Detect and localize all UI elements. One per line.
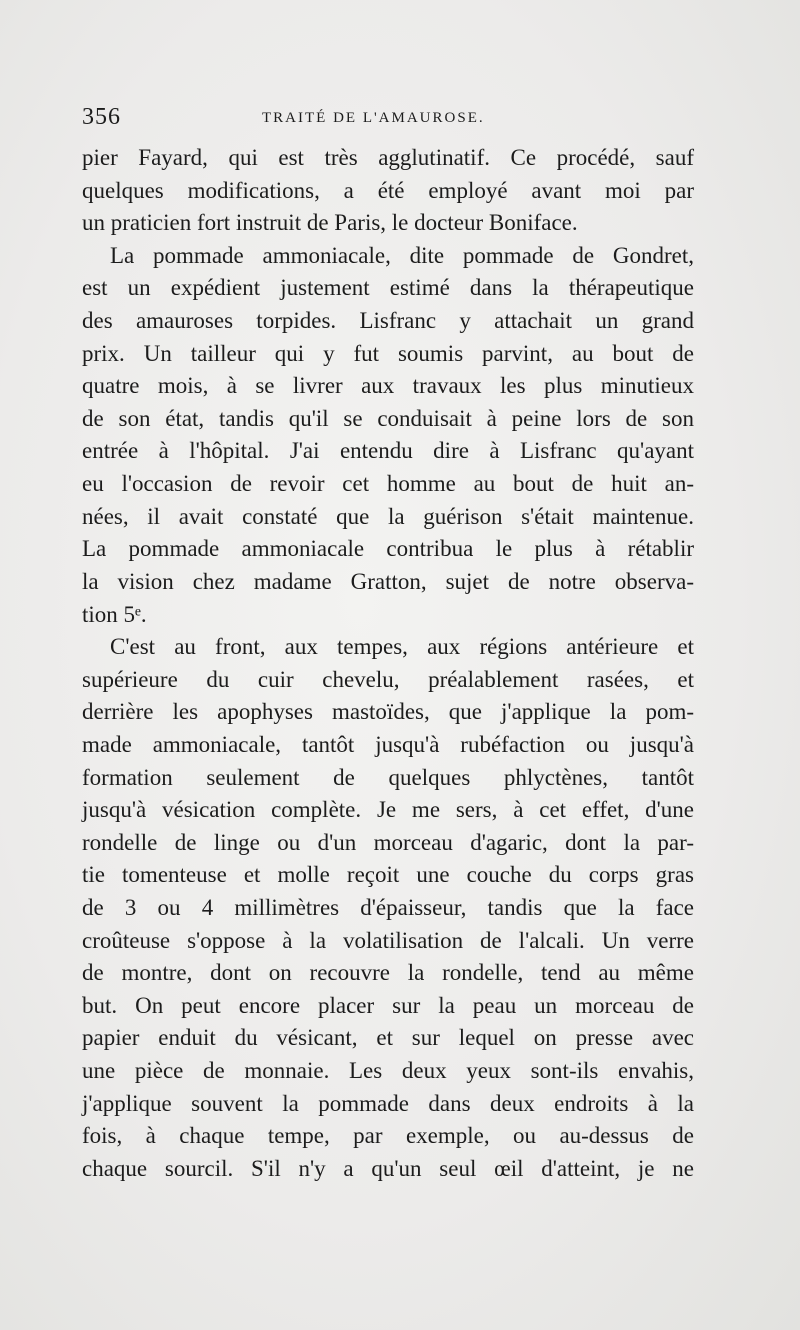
text-line: chaque sourcil. S'il n'y a qu'un seul œil d'atteint, je ne (82, 1155, 694, 1181)
text-line: derrière les apophyses mastoïdes, que j'applique la pom- (82, 699, 694, 725)
text-line: entrée à l'hôpital. J'ai entendu dire à Lisfranc qu'ayant (82, 438, 694, 464)
text-line: un praticien fort instruit de Paris, le docteur Boniface. (82, 210, 578, 236)
text-line: jusqu'à vésication complète. Je me sers, à cet effet, d'une (82, 797, 694, 823)
text-line: formation seulement de quelques phlyctènes, tantôt (82, 764, 694, 790)
text-line: tie tomenteuse et molle reçoit une couche du corps gras (82, 862, 694, 888)
text-line: fois, à chaque tempe, par exemple, ou au-dessus de (82, 1123, 694, 1149)
text-line: la vision chez madame Gratton, sujet de notre observa- (82, 568, 694, 594)
text-line: La pommade ammoniacale, dite pommade de Gondret, (110, 242, 694, 268)
text-line: j'applique souvent la pommade dans deux endroits à la (82, 1090, 694, 1116)
text-line: nées, il avait constaté que la guérison s'était maintenue. (82, 503, 694, 529)
page-header (82, 104, 694, 134)
text-line: tion 5ᵉ. (82, 601, 147, 627)
text-line: de montre, dont on recouvre la rondelle, tend au même (82, 960, 694, 986)
running-title: TRAITÉ DE L'AMAUROSE. (262, 110, 485, 126)
text-line: croûteuse s'oppose à la volatilisation de l'alcali. Un verre (82, 927, 694, 953)
paragraph (82, 631, 694, 1185)
text-line: rondelle de linge ou d'un morceau d'agaric, dont la par- (82, 829, 694, 855)
text-line: quatre mois, à se livrer aux travaux les plus minutieux (82, 373, 694, 399)
paragraph (82, 240, 694, 631)
text-line: pier Fayard, qui est très agglutinatif. Ce procédé, sauf (82, 145, 694, 170)
body-text (82, 142, 694, 1186)
text-line: quelques modifications, a été employé avant moi par (82, 177, 694, 203)
text-line: est un expédient justement estimé dans la thérapeutique (82, 275, 694, 301)
text-line: de son état, tandis qu'il se conduisait à peine lors de son (82, 405, 694, 431)
text-line: supérieure du cuir chevelu, préalablement rasées, et (82, 666, 694, 692)
text-line: prix. Un tailleur qui y fut soumis parvint, au bout de (82, 340, 694, 366)
text-line: made ammoniacale, tantôt jusqu'à rubéfaction ou jusqu'à (82, 731, 694, 757)
text-line: des amauroses torpides. Lisfranc y attachait un grand (82, 308, 694, 334)
text-line: papier enduit du vésicant, et sur lequel on presse avec (82, 1025, 694, 1051)
paragraph (82, 142, 694, 240)
text-line: C'est au front, aux tempes, aux régions antérieure et (110, 634, 694, 660)
text-line: but. On peut encore placer sur la peau un morceau de (82, 992, 694, 1018)
page-number: 356 (82, 104, 121, 130)
text-line: de 3 ou 4 millimètres d'épaisseur, tandis que la face (82, 895, 694, 921)
text-line: une pièce de monnaie. Les deux yeux sont-ils envahis, (82, 1058, 694, 1084)
text-line: La pommade ammoniacale contribua le plus à rétablir (82, 536, 694, 562)
text-line: eu l'occasion de revoir cet homme au bout de huit an- (82, 471, 694, 497)
